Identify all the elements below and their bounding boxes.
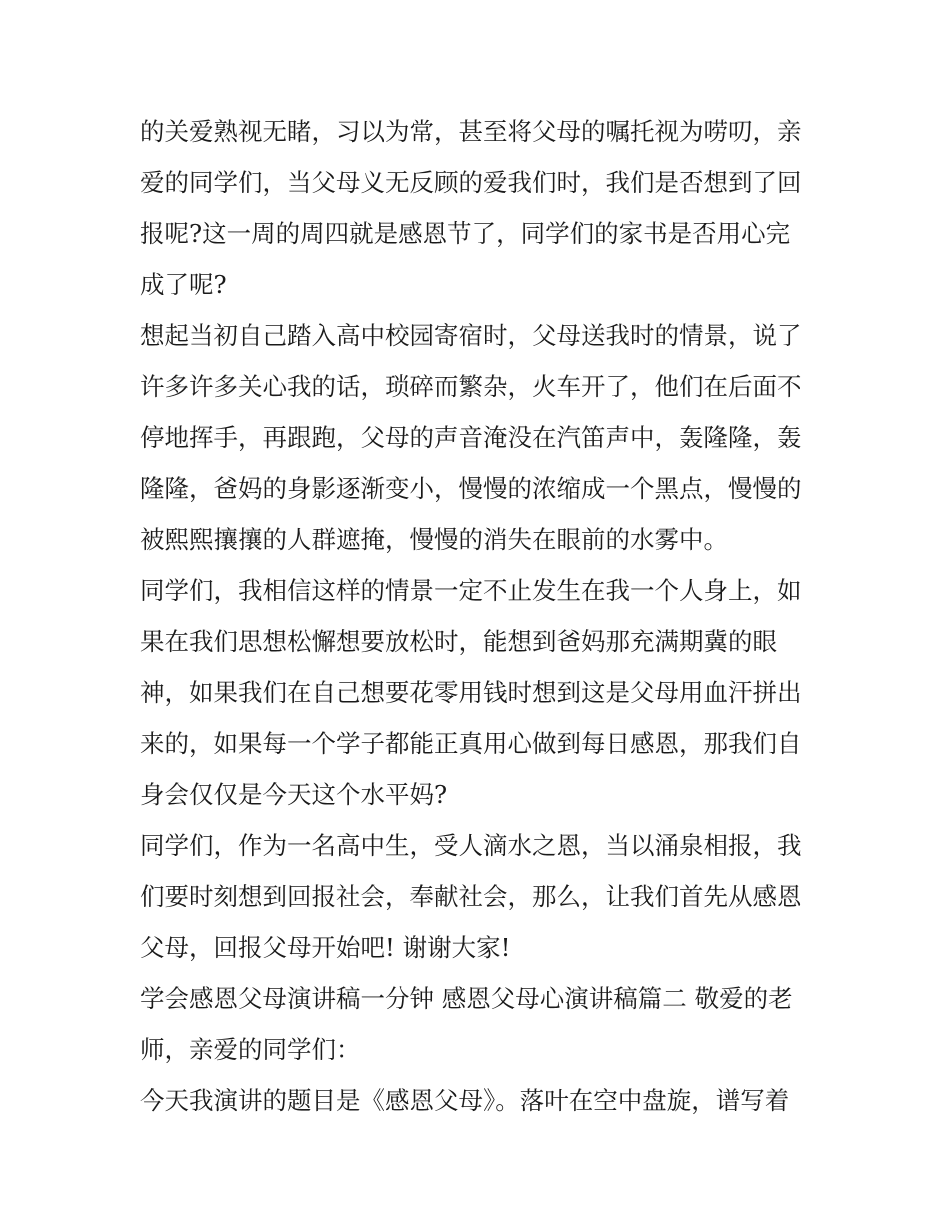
text-line: 同学们，我相信这样的情景一定不止发生在我一个人身上，如 [140, 576, 802, 605]
text-line: 想起当初自己踏入高中校园寄宿时，父母送我时的情景，说了 [140, 321, 802, 350]
text-line: 停地挥手，再跟跑，父母的声音淹没在汽笛声中，轰隆隆，轰 [140, 423, 802, 452]
text-line: 们要时刻想到回报社会，奉献社会，那么，让我们首先从感恩 [140, 882, 802, 911]
text-line: 的关爱熟视无睹，习以为常，甚至将父母的嘱托视为唠叨，亲 [140, 117, 802, 146]
text-line: 今天我演讲的题目是《感恩父母》。落叶在空中盘旋，谱写着 [140, 1086, 790, 1115]
text-line: 被熙熙攘攘的人群遮掩，慢慢的消失在眼前的水雾中。 [140, 525, 728, 554]
text-line: 隆隆，爸妈的身影逐渐变小，慢慢的浓缩成一个黑点，慢慢的 [140, 474, 802, 503]
text-line: 父母，回报父母开始吧! 谢谢大家! [140, 933, 511, 962]
text-line: 师，亲爱的同学们： [140, 1035, 361, 1064]
text-line: 爱的同学们，当父母义无反顾的爱我们时，我们是否想到了回 [140, 168, 802, 197]
text-line: 成了呢? [140, 270, 227, 299]
text-line: 学会感恩父母演讲稿一分钟 感恩父母心演讲稿篇二 敬爱的老 [140, 984, 793, 1013]
text-line: 报呢?这一周的周四就是感恩节了，同学们的家书是否用心完 [140, 219, 791, 248]
text-line: 身会仅仅是今天这个水平妈? [140, 780, 448, 809]
text-line: 神，如果我们在自己想要花零用钱时想到这是父母用血汗拼出 [140, 678, 802, 707]
document-body [140, 106, 812, 1126]
text-line: 许多许多关心我的话，琐碎而繁杂，火车开了，他们在后面不 [140, 372, 802, 401]
text-line: 同学们，作为一名高中生，受人滴水之恩，当以涌泉相报，我 [140, 831, 802, 860]
text-line: 来的，如果每一个学子都能正真用心做到每日感恩，那我们自 [140, 729, 802, 758]
text-line: 果在我们思想松懈想要放松时，能想到爸妈那充满期冀的眼 [140, 627, 777, 656]
